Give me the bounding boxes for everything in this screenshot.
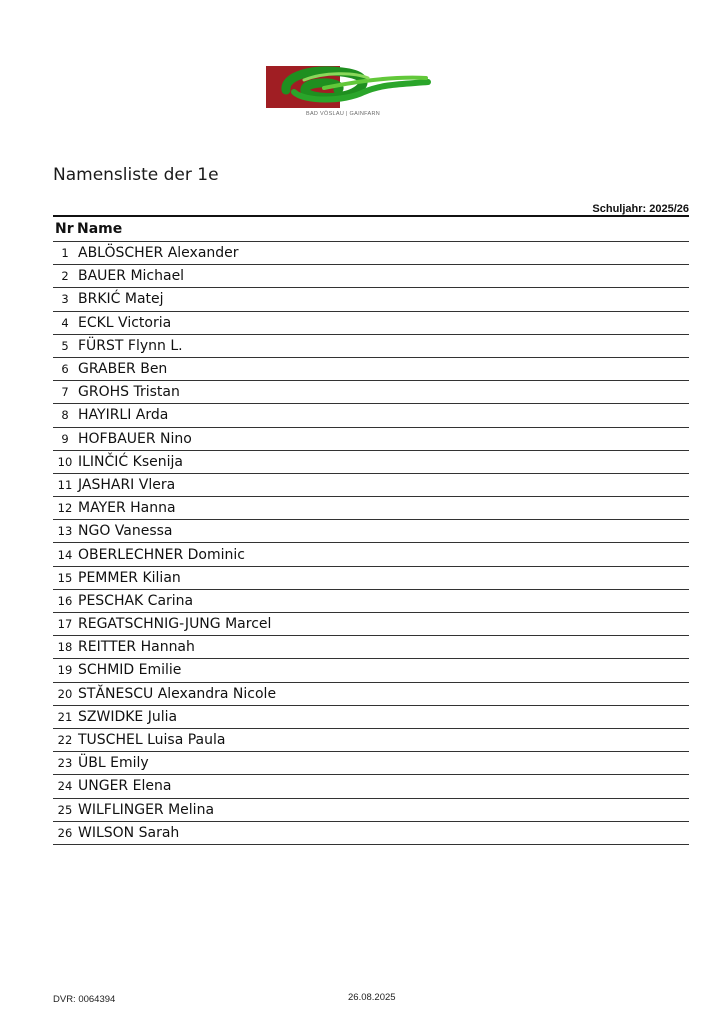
table-row [53, 683, 689, 706]
row-number: 11 [57, 477, 73, 492]
student-name: GRABER Ben [78, 361, 168, 378]
row-number: 9 [61, 431, 69, 446]
row-number: 7 [61, 385, 69, 400]
row-number: 22 [57, 733, 73, 748]
table-row [53, 613, 689, 636]
student-name: BAUER Michael [78, 268, 185, 285]
table-row [53, 752, 689, 775]
student-name: PEMMER Kilian [78, 569, 181, 586]
row-number: 10 [57, 454, 73, 469]
row-number: 25 [57, 802, 73, 817]
row-number: 13 [57, 524, 73, 539]
table-row [53, 288, 689, 311]
table-row [53, 428, 689, 451]
row-number: 16 [57, 593, 73, 608]
school-logo-icon [264, 62, 434, 112]
table-row [53, 497, 689, 520]
row-number: 12 [57, 501, 73, 516]
row-number: 1 [61, 246, 69, 261]
table-row [53, 265, 689, 288]
row-number: 6 [61, 362, 69, 377]
table-row [53, 358, 689, 381]
student-name: NGO Vanessa [78, 523, 173, 540]
school-year-label: Schuljahr: 2025/26 [592, 203, 689, 215]
student-name: TUSCHEL Luisa Paula [78, 732, 226, 749]
student-name: BRKIĆ Matej [78, 291, 164, 308]
table-row [53, 659, 689, 682]
student-name: ILINČIĆ Ksenija [78, 453, 183, 470]
student-name: STĂNESCU Alexandra Nicole [78, 685, 277, 702]
row-number: 24 [57, 779, 73, 794]
table-header [53, 217, 689, 242]
table-row [53, 706, 689, 729]
row-number: 4 [61, 315, 69, 330]
name-list-table [53, 215, 689, 845]
row-number: 23 [57, 756, 73, 771]
row-number: 14 [57, 547, 73, 562]
table-row [53, 543, 689, 566]
logo-caption: BAD VÖSLAU | GAINFARN [306, 111, 381, 117]
student-name: MAYER Hanna [78, 500, 176, 517]
row-number: 17 [57, 617, 73, 632]
table-row [53, 404, 689, 427]
table-row [53, 729, 689, 752]
student-name: SCHMID Emilie [78, 662, 182, 679]
row-number: 2 [61, 269, 69, 284]
page-title: Namensliste der 1e [53, 165, 219, 185]
student-name: GROHS Tristan [78, 384, 180, 401]
student-name: ABLÖSCHER Alexander [78, 245, 239, 262]
student-name: REITTER Hannah [78, 639, 195, 656]
table-row [53, 381, 689, 404]
student-name: JASHARI Vlera [78, 476, 176, 493]
table-row [53, 775, 689, 798]
row-number: 26 [57, 825, 73, 840]
table-row [53, 335, 689, 358]
table-row [53, 451, 689, 474]
student-name: UNGER Elena [78, 778, 172, 795]
row-number: 15 [57, 570, 73, 585]
header-nr: Nr [55, 221, 74, 237]
row-number: 19 [57, 663, 73, 678]
row-number: 18 [57, 640, 73, 655]
row-number: 8 [61, 408, 69, 423]
table-row [53, 590, 689, 613]
student-name: WILFLINGER Melina [78, 801, 215, 818]
student-name: HAYIRLI Arda [78, 407, 169, 424]
student-name: OBERLECHNER Dominic [78, 546, 245, 563]
table-row [53, 567, 689, 590]
table-row [53, 822, 689, 845]
table-row [53, 799, 689, 822]
table-row [53, 474, 689, 497]
table-row [53, 520, 689, 543]
row-number: 20 [57, 686, 73, 701]
row-number: 5 [61, 338, 69, 353]
student-name: REGATSCHNIG-JUNG Marcel [78, 616, 272, 633]
student-name: ÜBL Emily [78, 755, 149, 772]
footer-dvr: DVR: 0064394 [53, 994, 116, 1005]
student-name: WILSON Sarah [78, 824, 180, 841]
header-name: Name [77, 221, 123, 237]
student-name: ECKL Victoria [78, 314, 172, 331]
row-number: 3 [61, 292, 69, 307]
student-name: SZWIDKE Julia [78, 708, 178, 725]
footer-date: 26.08.2025 [348, 992, 396, 1003]
student-name: PESCHAK Carina [78, 592, 194, 609]
student-name: HOFBAUER Nino [78, 430, 192, 447]
table-row [53, 242, 689, 265]
table-row [53, 312, 689, 335]
student-name: FÜRST Flynn L. [78, 337, 183, 354]
table-row [53, 636, 689, 659]
row-number: 21 [57, 709, 73, 724]
table-body [53, 242, 689, 845]
